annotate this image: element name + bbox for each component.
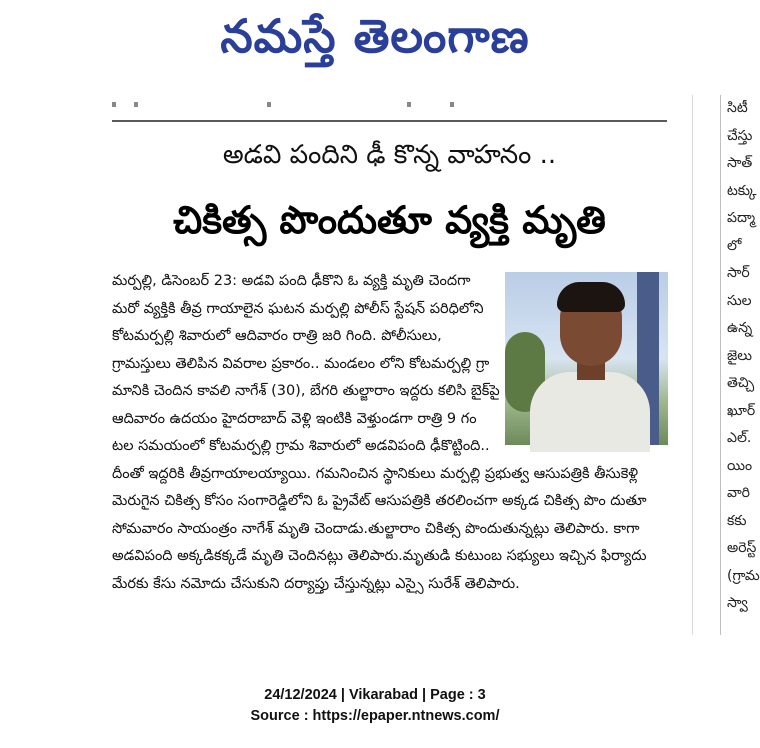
article-headline: చికిత్స పొందుతూ వ్యక్తి మృతి <box>173 198 606 242</box>
header-divider <box>112 120 667 122</box>
adjacent-column-line: చేస్తు <box>727 127 753 144</box>
adjacent-column-line: ఎల్. <box>727 430 752 446</box>
page-footer <box>0 685 750 727</box>
newspaper-masthead: నమస్తే తెలంగాణ <box>220 9 530 63</box>
adjacent-column-line: సాత్ <box>727 155 753 171</box>
adjacent-column-line: టక్కు <box>727 182 757 199</box>
adjacent-column-line: సిటీ <box>727 100 748 116</box>
adjacent-article-column <box>720 95 760 635</box>
adjacent-column-line: ఉన్న <box>727 320 753 336</box>
adjacent-column-line: వారి <box>727 485 750 501</box>
adjacent-column-line: స్వా <box>727 595 748 611</box>
adjacent-column-line: పద్మా <box>727 210 756 226</box>
column-divider <box>692 95 693 635</box>
footer-date-edition: 24/12/2024 | Vikarabad | Page : 3 <box>264 687 486 703</box>
adjacent-column-line: కకు <box>727 512 747 529</box>
adjacent-column-line: సార్ <box>727 265 750 281</box>
adjacent-column-line: జైలు <box>727 347 753 364</box>
article-body-text: మర్పల్లి, డిసెంబర్ 23: అడవి పంది ఢీకొని ఓ వ్యక్తి మృతి చెందగా మరో వ్యక్తికి తీవ్ర గాయాలైన ఘటన మర్పల్లి పోలీస్ స్టేషన్ పరిధిలోని కోటమర్పల్లి శివారులో ఆదివారం రాత్రి జరి గింది. పోలీసులు, గ్రామస్తులు తెలిపిన వివరాల ప్రకారం.. మండలం లోని కోటమర్పల్లి గ్రా మానికి చెందిన కావలి నాగేశ్ (30), బేగరి తుల్జారాం ఇద్దరు కలిసి బైక్‌పై ఆదివారం ఉదయం హైదరాబాద్ వెళ్లి ఇంటికి వెళ్తుండగా రాత్రి 9 గం టల సమయంలో కోటమర్పల్లి గ్రామ శివారులో అడవిపంది ఢీకొట్టింది.. దీంతో ఇద్దరికి తీవ్రగాయాలయ్యాయి. గమనించిన స్థానికులు మర్పల్లి ప్రభుత్వ ఆసుపత్రికి తీసుకెళ్లి మెరుగైన చికిత్స కోసం సంగారెడ్డిలోని ఓ ప్రైవేట్ ఆసుపత్రికి తరలించగా అక్కడ చికిత్స పొం దుతూ సోమవారం సాయంత్రం నాగేశ్ మృతి చెందాడు.తుల్జారాం చికిత్స పొందుతున్నట్లు తెలిపారు. కాగా అడవిపంది అక్కడికక్కడే మృతి చెందినట్లు తెలిపారు.మృతుడి కుటుంబ సభ్యులు ఇచ్చిన ఫిర్యాదు మేరకు కేసు నమోదు చేసుకుని దర్యాప్తు చేస్తున్నట్లు ఎస్సై సురేశ్ తెలిపారు. <box>112 273 647 592</box>
adjacent-column-line: యిం <box>727 457 753 474</box>
adjacent-column-line: ఖూర్ <box>727 402 756 419</box>
clipped-text-remnant <box>112 100 462 110</box>
article-body-container <box>112 268 672 598</box>
adjacent-column-line: సుల <box>727 292 752 309</box>
adjacent-column-line: (గ్రామ <box>727 567 760 584</box>
adjacent-column-line: లో <box>727 237 742 254</box>
adjacent-column-line: అరెస్ట్ <box>727 540 757 556</box>
article-kicker: అడవి పందిని ఢీ కొన్న వాహనం .. <box>222 140 557 170</box>
adjacent-column-line: తెచ్చి <box>727 375 755 391</box>
footer-source: Source : https://epaper.ntnews.com/ <box>250 708 500 724</box>
